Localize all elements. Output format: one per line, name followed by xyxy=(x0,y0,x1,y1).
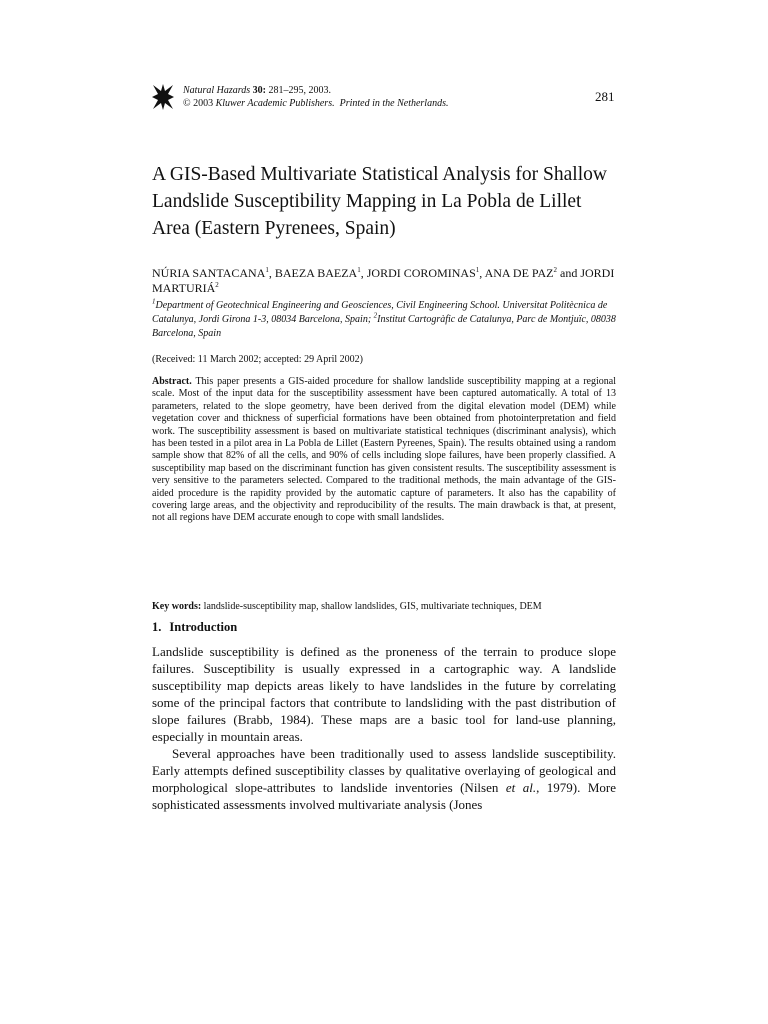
author-separator: and xyxy=(557,266,581,280)
author-name: JORDI MARTURIÁ xyxy=(152,266,615,295)
journal-header xyxy=(183,84,448,110)
paper-title: A GIS-Based Multivariate Statistical Analysis for Shallow Landslide Susceptibility Mapping in La Pobla de Lillet Area (Eastern Pyrenees, Spain) xyxy=(152,164,607,239)
section-number: 1. xyxy=(152,620,162,634)
author-name: JORDI COROMINAS xyxy=(366,266,476,280)
section-heading xyxy=(152,620,237,635)
abstract-label: Abstract. xyxy=(152,376,192,387)
journal-volume: 30: xyxy=(252,85,266,96)
journal-name: Natural Hazards xyxy=(183,85,251,96)
author-name: BAEZA BAEZA xyxy=(274,266,358,280)
page-number: 281 xyxy=(595,89,615,104)
affiliation-1: Department of Geotechnical Engineering and Geosciences, Civil Engineering School. Universitat Politècnica de Catalunya, Jordi Girona 1-3, 08034 Barcelona, Spain; xyxy=(152,300,608,325)
author-affil-sup: 2 xyxy=(553,266,557,274)
affiliation-sup-1: 1 xyxy=(152,297,156,306)
copyright-line xyxy=(183,97,448,110)
kluwer-logo-icon xyxy=(151,82,175,112)
author-list xyxy=(152,266,622,296)
section-title: Introduction xyxy=(169,620,238,634)
affiliation-2: Institut Cartogràfic de Catalunya, Parc de Montjuïc, 08038 Barcelona, Spain xyxy=(152,314,616,339)
author-affil-sup: 2 xyxy=(215,281,219,289)
body-paragraph-2 xyxy=(152,745,616,813)
body-text xyxy=(152,643,616,813)
received-dates: (Received: 11 March 2002; accepted: 29 April 2002) xyxy=(152,354,363,365)
publisher-name: Kluwer Academic Publishers. xyxy=(215,98,335,109)
author-separator: , xyxy=(268,266,275,280)
keywords-label: Key words: xyxy=(152,601,202,612)
author-affil-sup: 1 xyxy=(357,266,361,274)
author-separator: , xyxy=(360,266,367,280)
author-affil-sup: 1 xyxy=(475,266,480,274)
author-separator: , xyxy=(479,266,485,280)
abstract xyxy=(152,376,616,525)
affiliation-sup-2: 2 xyxy=(373,311,378,320)
et-al-italic: et al. xyxy=(505,780,537,795)
author-name: ANA DE PAZ xyxy=(484,266,554,280)
author-name: NÚRIA SANTACANA xyxy=(152,266,266,280)
keywords-text: landslide-susceptibility map, shallow landslides, GIS, multivariate techniques, DEM xyxy=(203,601,542,612)
copyright-year: © 2003 xyxy=(183,98,214,109)
journal-citation-line xyxy=(183,84,448,97)
journal-pages: 281–295, 2003. xyxy=(268,85,331,96)
body-paragraph-1: Landslide susceptibility is defined as the proneness of the terrain to produce slope failures. Susceptibility is usually expressed in a cartographic way. A landslide susceptibility map depicts areas likely to have landslides in the future by correlating some of the principal factors that contribute to landsliding with the past distribution of slope failures (Brabb, 1984). These maps are a basic tool for land-use planning, especially in mountain areas. xyxy=(152,644,616,744)
paragraph-2-text-a: Several approaches have been traditionally used to assess landslide susceptibility. Early attempts defined susceptibility classes by qualitative overlaying of geological and morphological slope-attributes to landslide inventories (Nilsen xyxy=(152,746,616,795)
keywords xyxy=(152,600,616,613)
abstract-text: This paper presents a GIS-aided procedure for shallow landslide susceptibility mapping at a regional scale. Most of the input data for the susceptibility assessment have been captured automatically. A total of 13 parameters, related to the slope geometry, have been derived from the digital elevation model (DEM) while vegetation cover and thickness of superficial formations have been obtained from photointerpretation and field work. The susceptibility assessment is based on multivariate statistical techniques (discriminant analysis), which has been tested in a pilot area in La Pobla de Lillet (Eastern Pyreenes, Spain). The results obtained using a random sample show that 82% of all the cells, and 90% of cells including slope failures, have been properly classified. A susceptibility map based on the discriminant function has given consistent results. The susceptibility assessment is very sensitive to the parameters selected. Compared to the traditional methods, the main advantage of the GIS-aided procedure is the rapidity provided by the automatic capture of parameters. It also has the capability of covering large areas, and the objectivity and reproducibility of the results. The main drawback is that, at present, not all regions have DEM accurate enough to cope with small landslides. xyxy=(152,376,616,524)
author-affil-sup: 1 xyxy=(265,266,269,274)
printed-location: Printed in the Netherlands. xyxy=(339,98,449,109)
paragraph-2-text-b: , 1979). More sophisticated assessments involved multivariate analysis (Jones xyxy=(152,780,616,812)
affiliations xyxy=(152,299,622,341)
